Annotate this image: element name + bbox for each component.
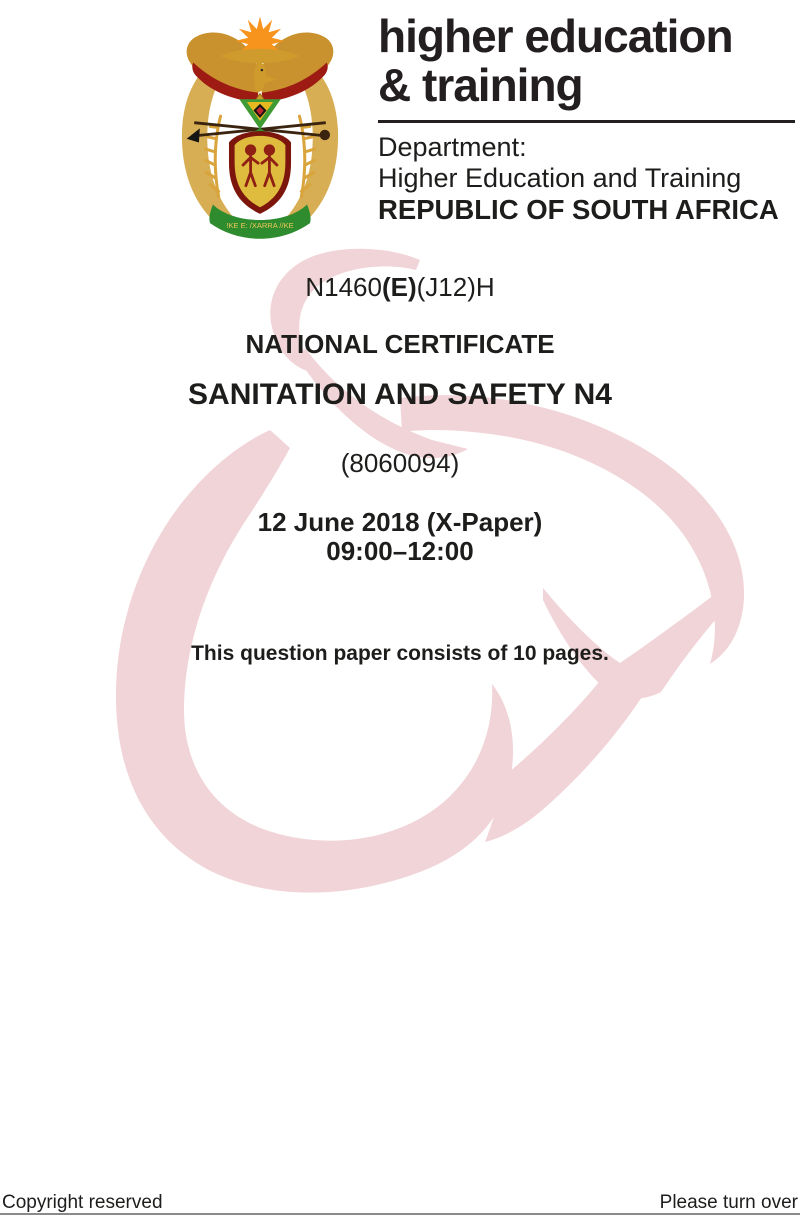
- session-date: 12 June 2018 (X-Paper): [257, 507, 543, 537]
- logotype-line2: & training: [378, 59, 583, 111]
- logotype: [378, 12, 798, 110]
- paper-code-prefix: N1460: [305, 272, 382, 302]
- motto-text: !KE E: /XARRA //KE: [226, 220, 294, 230]
- paper-code-suffix: (J12)H: [416, 272, 495, 302]
- session-time: 09:00–12:00: [326, 536, 474, 566]
- department-label: Department:: [378, 132, 527, 162]
- logo-divider-rule: [378, 120, 795, 123]
- footer-copyright: Copyright reserved: [2, 1192, 163, 1213]
- subject-code: (8060094): [340, 448, 460, 478]
- south-africa-coat-of-arms: [166, 10, 354, 242]
- department-name: Higher Education and Training: [378, 163, 742, 193]
- footer-turn-over: Please turn over: [659, 1192, 798, 1213]
- bird-eye: [261, 69, 263, 71]
- paper-code: [0, 272, 800, 303]
- country-name: REPUBLIC OF SOUTH AFRICA: [378, 194, 779, 225]
- pages-note: This question paper consists of 10 pages.: [191, 642, 609, 665]
- paper-code-bold: (E): [381, 272, 417, 302]
- coat-of-arms: [166, 10, 354, 242]
- logotype-line1: higher education: [378, 10, 733, 62]
- subject-title: SANITATION AND SAFETY N4: [188, 378, 612, 411]
- certificate-title: NATIONAL CERTIFICATE: [245, 329, 555, 359]
- department-block: [378, 132, 798, 225]
